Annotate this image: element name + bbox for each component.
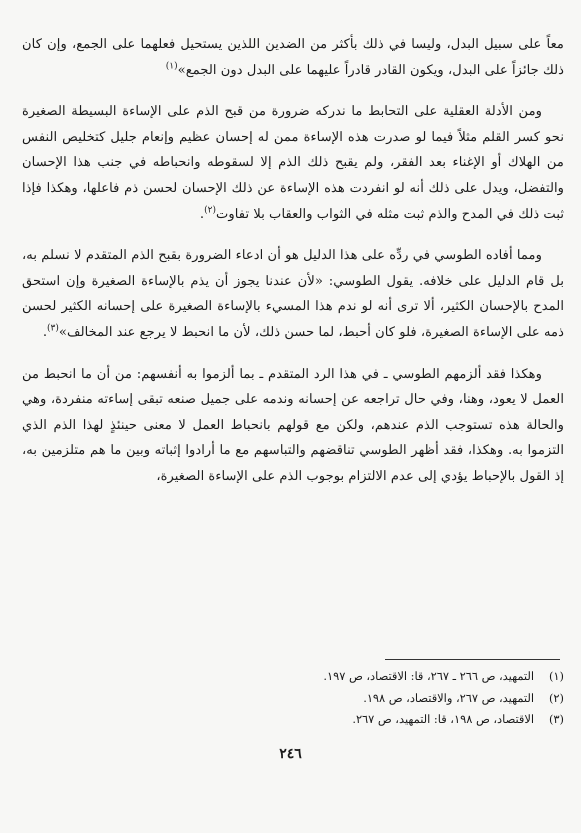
- footnotes: [22, 666, 564, 731]
- footnote-number: (١): [548, 669, 564, 683]
- paragraph-1: [22, 32, 564, 83]
- footnote-number: (٢): [548, 690, 564, 705]
- paragraph-2: [22, 99, 564, 227]
- footnote-1: [22, 666, 564, 688]
- paragraph-text: وهكذا فقد ألزمهم الطوسي ـ في هذا الرد المتقدم ـ بما ألزموا به أنفسهم: من أن ما انحبط من العمل لا يعود، وهنا، وفي حال تراجعه عن إحسانه وندمه على جميل صنعه تبقى إساءته منفردة، وهي والحالة هذه تستوجب الذم عندهم، ولكن مع قولهم بانحباط العمل لا معنى حينئذٍ لهذا الذم الذي التزموا به. وهكذا، فقد أظهر الطوسي تناقضهم والتباسهم مع ما أرادوا إثباته وبين ما هم متلزمين به، إذ القول بالإحباط يؤدي إلى عدم الالتزام بوجوب الذم على الإساءة الصغيرة،: [22, 366, 564, 484]
- footnote-ref: (١): [165, 61, 178, 72]
- footnote-ref: (٣): [47, 323, 59, 334]
- paragraph-4: [22, 362, 564, 490]
- paragraph-text: ومما أفاده الطوسي في ردِّه على هذا الدليل هو أن ادعاء الضرورة بقبح الذم المتقدم لا نسلم به، بل قام الدليل على خلافه. يقول الطوسي: «لأن عندنا يجوز أن يذم بالإساءة الصغيرة وإن استحق المدح بالإحسان الكثير، ألا ترى أنه لو ندم هذا المسيء بالإساءة الصغيرة على إحسانه الكثير لحسن ذمه على الإساءة الصغيرة، فلو كان أحبط، لما حسن ذلك، لأن ما انحبط لا يرجع عند المخالف»: [22, 248, 564, 340]
- footnote-3: [22, 709, 564, 731]
- page-number: ٢٤٦: [279, 746, 302, 762]
- main-text: [22, 32, 564, 506]
- footnote-number: (٣): [548, 712, 564, 726]
- footnote-2: [22, 688, 564, 710]
- paragraph-text: ومن الأدلة العقلية على التحابط ما ندركه ضرورة من قبح الذم على الإساءة البسيطة الصغيرة نحو كسر القلم مثلاً فيما لو صدرت هذه الإساءة ممن له إحسان عظيم وإنعام جليل كتخليص النفس من الهلاك أو الإغناء بعد الفقر، ولم يقبح ذلك الذم إلا لسقوطه وانحباطه في جنب هذا الإحسان والتفضل، ويدل على ذلك أنه لو انفردت هذه الإساءة عن ذلك الإحسان لحسن ذم فاعلها، وهكذا فإذا ثبت ذلك في المدح والذم ثبت مثله في الثواب والعقاب بلا تفاوت: [22, 104, 564, 222]
- paragraph-text: معاً على سبيل البدل، وليسا في ذلك بأكثر من الضدين اللذين يستحيل فعلهما على الجمع، وإن كان ذلك جائزاً على البدل، ويكون القادر قادراً عليهما على البدل دون الجمع»: [22, 37, 564, 78]
- footnote-text: الاقتصاد، ص ١٩٨، قا: التمهيد، ص ٢٦٧.: [352, 712, 534, 726]
- footnote-text: التمهيد، ص ٢٦٧، والاقتصاد، ص ١٩٨.: [363, 690, 534, 705]
- paragraph-tail: .: [42, 324, 48, 340]
- paragraph-tail: .: [199, 206, 205, 222]
- footnote-text: التمهيد، ص ٢٦٦ ـ ٢٦٧، قا: الاقتصاد، ص ١٩٧.: [323, 669, 534, 683]
- footnote-ref: (٢): [204, 205, 216, 216]
- footnote-separator: [385, 659, 560, 660]
- paragraph-3: [22, 243, 564, 345]
